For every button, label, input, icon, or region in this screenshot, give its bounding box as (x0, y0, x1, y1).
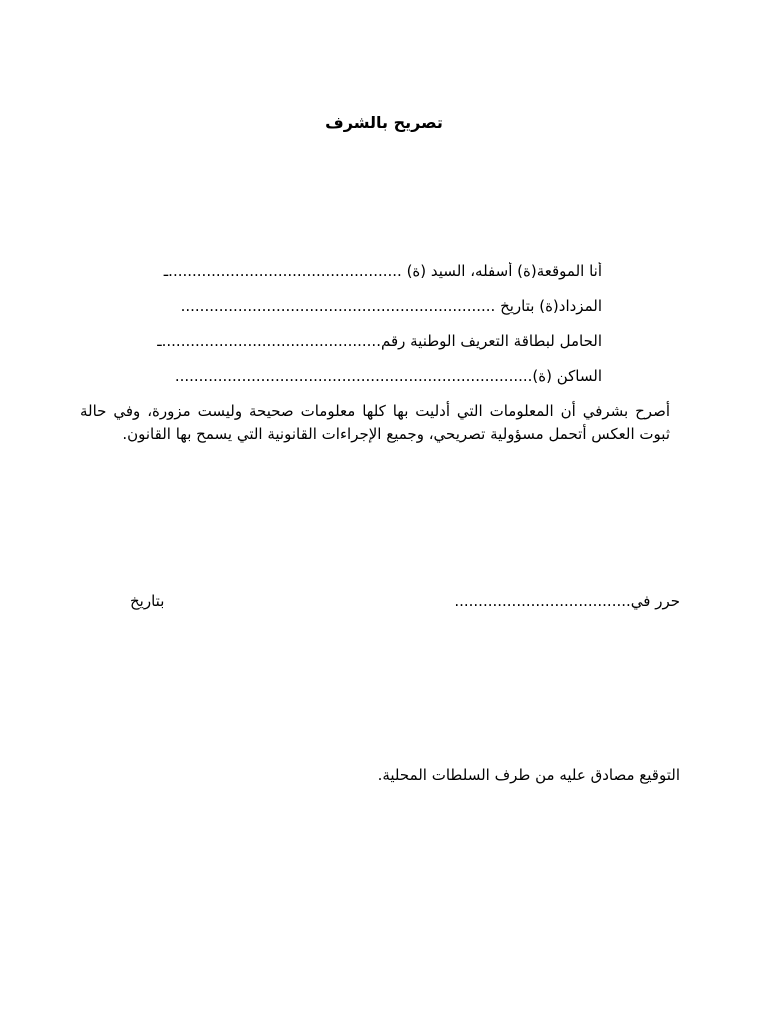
signature-place: حرر في..................................... (454, 592, 680, 610)
declaration-paragraph: أصرح بشرفي أن المعلومات التي أدليت بها كلها معلومات صحيحة وليست مزورة، وفي حالة ثبوت العكس أتحمل مسؤولية تصريحي، وجميع الإجراءات القانونية التي يسمح بها القانون. (80, 402, 670, 443)
field-signatory-name: أنا الموقعة(ة) أسفله، السيد (ة) .................................................ـ (163, 262, 602, 280)
document-title: تصريح بالشرف (325, 113, 443, 132)
signature-date: بتاريخ (130, 592, 165, 610)
field-residence: الساكن (ة)........................................................................... (174, 367, 602, 385)
legalization-note: التوقيع مصادق عليه من طرف السلطات المحلية. (377, 766, 680, 784)
field-birth-date: المزداد(ة) بتاريخ .................................................................. (180, 297, 602, 315)
field-national-id: الحامل لبطاقة التعريف الوطنية رقم..............................................ـ (157, 332, 602, 350)
